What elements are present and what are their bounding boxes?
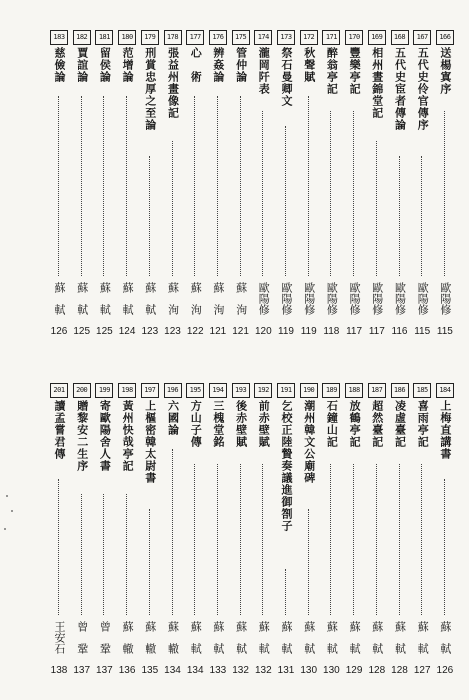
toc-entry: [209, 383, 227, 663]
toc-entry: [73, 383, 91, 663]
leader-dots: [103, 494, 104, 615]
leader-dots: [421, 464, 422, 615]
entry-page-number: 117: [368, 326, 385, 337]
entry-title: 五代史宦者傳論: [393, 47, 407, 131]
entry-author: 歐陽修: [348, 282, 362, 315]
entry-number-box: 197: [141, 383, 159, 398]
entry-title: 留侯論: [98, 47, 112, 83]
leader-dots: [376, 141, 377, 276]
entry-page-number: 132: [232, 665, 249, 676]
entry-title: 心 術: [189, 47, 203, 83]
entry-author: 蘇 洵: [166, 282, 180, 315]
entry-page-number: 118: [323, 326, 340, 337]
entry-page-number: 123: [164, 326, 181, 337]
entry-number-box: 175: [232, 30, 250, 45]
entry-number-box: 178: [164, 30, 182, 45]
entry-title: 石鐘山記: [325, 400, 339, 448]
scan-speck: [4, 528, 6, 530]
entry-number-box: 176: [209, 30, 227, 45]
entry-author: 歐陽修: [257, 282, 271, 315]
entry-number-box: 182: [73, 30, 91, 45]
entry-page-number: 126: [436, 665, 454, 676]
entry-title: 祭石曼卿文: [280, 47, 293, 107]
entry-title: 管仲論: [234, 47, 248, 83]
toc-entry: [322, 383, 340, 663]
entry-author: 蘇 洵: [234, 282, 248, 315]
toc-entry: [73, 30, 91, 320]
entry-title: 豐樂亭記: [348, 47, 362, 95]
entry-author: 蘇 軾: [211, 621, 225, 654]
leader-dots: [262, 464, 263, 615]
entry-number-box: 190: [300, 383, 318, 398]
entry-author: 蘇 軾: [189, 621, 203, 654]
entry-number-box: 167: [413, 30, 431, 45]
entry-title: 張益州畫像記: [166, 47, 180, 119]
leader-dots: [126, 96, 127, 276]
toc-entry: [413, 383, 431, 663]
entry-number-box: 179: [141, 30, 159, 45]
leader-dots: [240, 96, 241, 276]
toc-entry: [95, 383, 113, 663]
entry-author: 蘇 軾: [302, 621, 316, 654]
entry-author: 蘇 洵: [211, 282, 225, 315]
entry-author: 蘇 洵: [189, 282, 203, 315]
leader-dots: [353, 464, 354, 615]
toc-entry: [345, 383, 363, 663]
toc-entry: [186, 383, 204, 663]
entry-author: 蘇 軾: [325, 621, 339, 654]
entry-author: 歐陽修: [438, 282, 452, 315]
entry-title: 瀧岡阡表: [257, 47, 271, 95]
entry-author: 蘇 軾: [75, 282, 89, 315]
entry-page-number: 128: [368, 665, 386, 676]
entry-title: 醉翁亭記: [325, 47, 339, 95]
entry-author: 歐陽修: [393, 282, 407, 315]
entry-number-box: 188: [345, 383, 363, 398]
entry-author: 蘇 軾: [438, 621, 452, 654]
leader-dots: [81, 494, 82, 615]
leader-dots: [217, 464, 218, 615]
toc-entry: [186, 30, 204, 320]
leader-dots: [103, 96, 104, 276]
entry-number-box: 180: [118, 30, 136, 45]
leader-dots: [126, 494, 127, 615]
entry-author: 蘇 轍: [121, 621, 135, 654]
entry-number-box: 192: [254, 383, 272, 398]
entry-title: 上梅直講書: [438, 400, 452, 460]
entry-number-box: 193: [232, 383, 250, 398]
entry-author: 蘇 軾: [257, 621, 271, 654]
entry-title: 上樞密韓太尉書: [143, 400, 157, 484]
entry-title: 乞校正陸贄奏議進御劄子: [280, 400, 293, 532]
toc-entry: [436, 30, 454, 320]
leader-dots: [444, 111, 445, 276]
entry-number-box: 169: [368, 30, 386, 45]
entry-page-number: 128: [391, 665, 408, 676]
entry-number-box: 185: [413, 383, 431, 398]
entry-author: 蘇 軾: [98, 282, 112, 315]
entry-page-number: 119: [300, 326, 317, 337]
toc-entry: [209, 30, 227, 320]
entry-number-box: 196: [164, 383, 182, 398]
toc-entry: [118, 383, 136, 663]
entry-page-number: 121: [232, 326, 249, 337]
leader-dots: [58, 96, 59, 276]
entry-author: 歐陽修: [325, 282, 339, 315]
entry-page-number: 117: [346, 326, 363, 337]
toc-entry: [300, 383, 318, 663]
entry-number-box: 171: [322, 30, 340, 45]
toc-entry: [141, 30, 159, 320]
entry-number-box: 189: [322, 383, 340, 398]
toc-entry: [232, 383, 250, 663]
entry-title: 後赤壁賦: [234, 400, 248, 448]
leader-dots: [149, 156, 150, 276]
scan-speck: [11, 510, 13, 512]
toc-entry: [277, 383, 295, 663]
entry-page-number: 136: [118, 665, 136, 676]
leader-dots: [330, 111, 331, 276]
entry-author: 曾 鞏: [98, 621, 112, 654]
toc-entry: [391, 383, 409, 663]
toc-bottom-block: [0, 383, 469, 693]
entry-author: 曾 鞏: [75, 621, 89, 654]
entry-page-number: 119: [278, 326, 294, 337]
leader-dots: [285, 126, 286, 276]
entry-title: 辨姦論: [211, 47, 225, 83]
entry-number-box: 195: [186, 383, 204, 398]
entry-title: 黃州快哉亭記: [121, 400, 135, 472]
entry-number-box: 174: [254, 30, 272, 45]
toc-entry: [300, 30, 318, 320]
leader-dots: [353, 111, 354, 276]
entry-title: 潮州韓文公廟碑: [302, 400, 316, 484]
leader-dots: [330, 464, 331, 615]
entry-page-number: 124: [118, 326, 136, 337]
entry-title: 寄歐陽舍人書: [98, 400, 112, 472]
entry-page-number: 132: [254, 665, 272, 676]
entry-page-number: 137: [96, 665, 113, 676]
toc-entry: [232, 30, 250, 320]
toc-top-block: [0, 30, 469, 350]
entry-author: 蘇 軾: [280, 621, 293, 654]
leader-dots: [376, 464, 377, 615]
entry-number-box: 199: [95, 383, 113, 398]
leader-dots: [421, 156, 422, 276]
entry-title: 讀孟嘗君傳: [53, 400, 66, 460]
entry-title: 凌虛臺記: [393, 400, 407, 448]
toc-entry: [254, 383, 272, 663]
toc-entry: [277, 30, 295, 320]
entry-title: 喜雨亭記: [416, 400, 430, 448]
entry-number-box: 187: [368, 383, 386, 398]
entry-title: 賈誼論: [75, 47, 89, 83]
entry-page-number: 125: [73, 326, 91, 337]
entry-author: 蘇 軾: [53, 282, 66, 315]
scan-speck: [6, 495, 8, 497]
entry-title: 方山子傳: [189, 400, 203, 448]
leader-dots: [194, 96, 195, 276]
entry-page-number: 129: [345, 665, 363, 676]
toc-entry: [164, 30, 182, 320]
entry-number-box: 184: [436, 383, 454, 398]
entry-number-box: 181: [95, 30, 113, 45]
entry-page-number: 125: [96, 326, 113, 337]
entry-page-number: 138: [50, 665, 68, 676]
entry-author: 歐陽修: [416, 282, 430, 315]
toc-entry: [141, 383, 159, 663]
entry-title: 送楊寘序: [438, 47, 452, 95]
toc-entry: [436, 383, 454, 663]
entry-number-box: 200: [73, 383, 91, 398]
leader-dots: [172, 449, 173, 615]
entry-page-number: 133: [209, 665, 227, 676]
toc-entry: [95, 30, 113, 320]
entry-author: 蘇 軾: [234, 621, 248, 654]
entry-number-box: 168: [391, 30, 409, 45]
leader-dots: [172, 141, 173, 276]
leader-dots: [308, 96, 309, 276]
entry-page-number: 122: [186, 326, 204, 337]
entry-page-number: 115: [436, 326, 453, 337]
entry-number-box: 177: [186, 30, 204, 45]
entry-author: 蘇 轍: [143, 621, 157, 654]
entry-number-box: 166: [436, 30, 454, 45]
leader-dots: [149, 509, 150, 615]
entry-author: 歐陽修: [280, 282, 293, 315]
entry-title: 刑賞忠厚之至論: [143, 47, 157, 131]
entry-page-number: 134: [186, 665, 204, 676]
entry-title: 三槐堂銘: [211, 400, 225, 448]
entry-page-number: 130: [323, 665, 340, 676]
entry-number-box: 183: [50, 30, 68, 45]
entry-title: 放鶴亭記: [348, 400, 362, 448]
leader-dots: [399, 464, 400, 615]
entry-title: 五代史伶官傳序: [416, 47, 430, 131]
leader-dots: [58, 479, 59, 615]
toc-entry: [413, 30, 431, 320]
entry-page-number: 130: [300, 665, 318, 676]
entry-page-number: 134: [164, 665, 181, 676]
entry-author: 歐陽修: [370, 282, 384, 315]
entry-number-box: 172: [300, 30, 318, 45]
leader-dots: [217, 96, 218, 276]
entry-author: 蘇 軾: [416, 621, 430, 654]
entry-author: 蘇 軾: [121, 282, 135, 315]
entry-author: 蘇 轍: [166, 621, 180, 654]
entry-page-number: 121: [209, 326, 227, 337]
toc-entry: [391, 30, 409, 320]
entry-title: 六國論: [166, 400, 180, 436]
entry-page-number: 135: [141, 665, 159, 676]
entry-title: 超然臺記: [370, 400, 384, 448]
toc-entry: [164, 383, 182, 663]
entry-author: 蘇 軾: [143, 282, 157, 315]
entry-number-box: 191: [277, 383, 295, 398]
toc-entry: [118, 30, 136, 320]
leader-dots: [262, 111, 263, 276]
entry-author: 王安石: [53, 621, 66, 654]
entry-page-number: 120: [254, 326, 272, 337]
entry-number-box: 170: [345, 30, 363, 45]
leader-dots: [285, 569, 286, 615]
leader-dots: [81, 96, 82, 276]
entry-title: 秋聲賦: [302, 47, 316, 83]
toc-entry: [50, 30, 68, 320]
entry-number-box: 194: [209, 383, 227, 398]
entry-author: 蘇 軾: [348, 621, 362, 654]
entry-page-number: 137: [73, 665, 91, 676]
leader-dots: [240, 464, 241, 615]
leader-dots: [308, 509, 309, 615]
entry-number-box: 186: [391, 383, 409, 398]
entry-page-number: 127: [413, 665, 431, 676]
entry-title: 贈黎安二生序: [75, 400, 89, 472]
entry-title: 慈儉論: [53, 47, 66, 83]
entry-author: 蘇 軾: [393, 621, 407, 654]
toc-entry: [50, 383, 68, 663]
toc-entry: [368, 383, 386, 663]
entry-page-number: 123: [141, 326, 159, 337]
entry-author: 歐陽修: [302, 282, 316, 315]
entry-number-box: 173: [277, 30, 295, 45]
entry-author: 蘇 軾: [370, 621, 384, 654]
toc-entry: [254, 30, 272, 320]
entry-page-number: 116: [391, 326, 408, 337]
leader-dots: [194, 464, 195, 615]
entry-page-number: 126: [50, 326, 68, 337]
entry-title: 前赤壁賦: [257, 400, 271, 448]
leader-dots: [444, 479, 445, 615]
entry-title: 范增論: [121, 47, 135, 83]
toc-entry: [322, 30, 340, 320]
entry-number-box: 201: [50, 383, 68, 398]
toc-entry: [368, 30, 386, 320]
entry-title: 相州晝錦堂記: [370, 47, 384, 119]
leader-dots: [399, 156, 400, 276]
entry-page-number: 131: [277, 665, 295, 676]
toc-entry: [345, 30, 363, 320]
entry-number-box: 198: [118, 383, 136, 398]
entry-page-number: 115: [414, 326, 431, 337]
